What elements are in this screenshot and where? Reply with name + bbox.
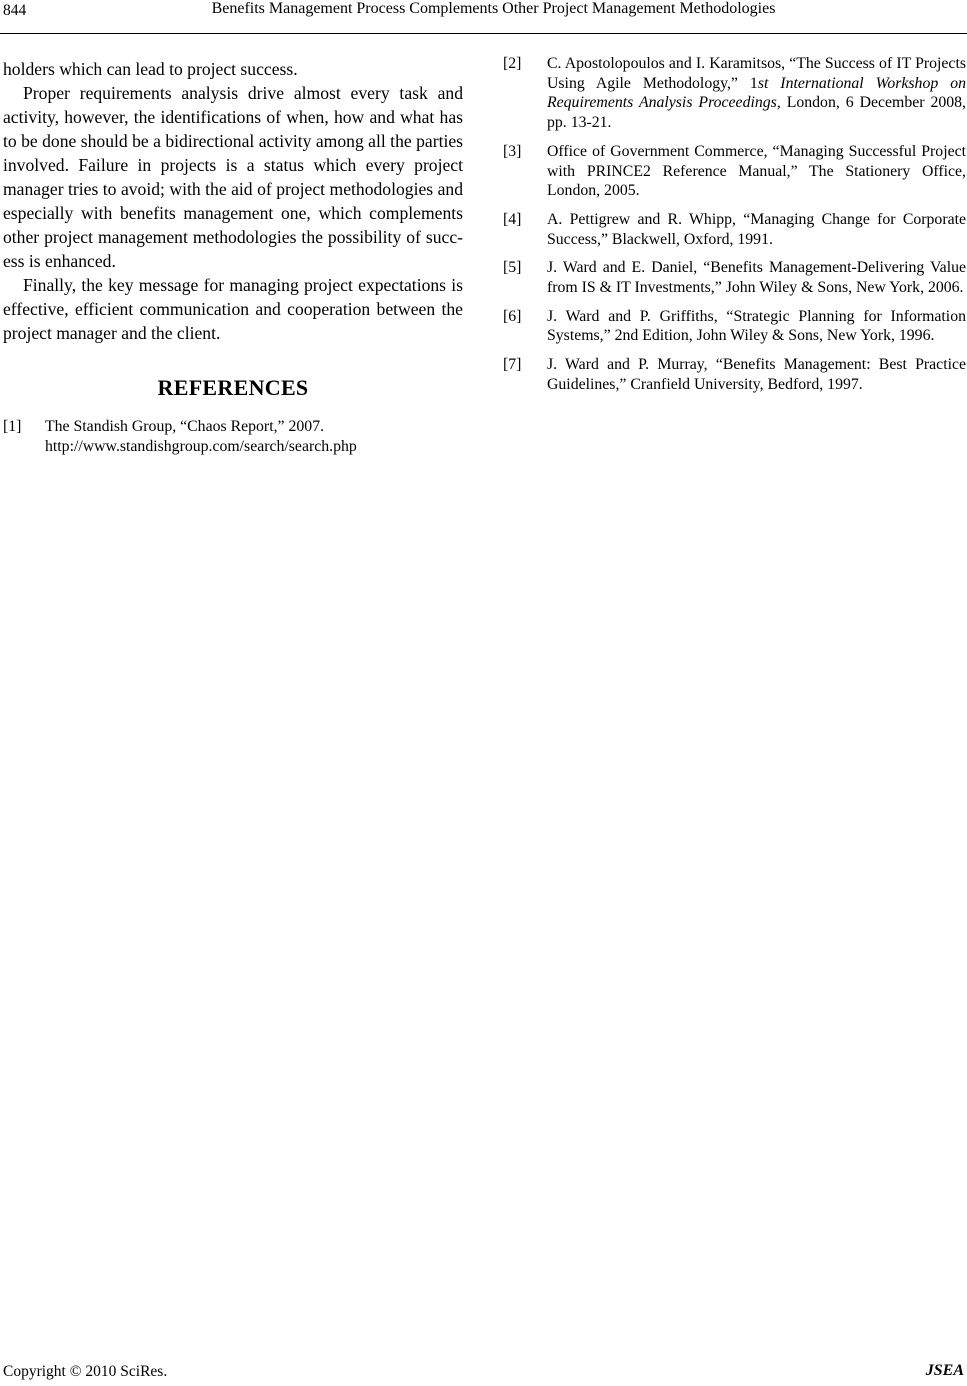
reference-number: [6] <box>503 307 522 325</box>
reference-number: [1] <box>3 418 22 435</box>
reference-4 <box>503 210 966 249</box>
reference-3 <box>503 142 966 201</box>
paragraph-requirements: Proper requirements analysis drive almost every task and activity, however, the identifications of when, how and what has to be done should be a bidirectional activity among all the parties involved. Failure in projects is a status which every project manager tries to avoid; with the aid of project methodologies and especially with benefits management one, which complements other project management methodologies the possibility of success is enhanced. <box>3 83 463 271</box>
running-title: Benefits Management Process Complements Other Project Management Methodologies <box>211 0 776 17</box>
reference-url[interactable]: http://www.standishgroup.com/search/search.php <box>45 437 357 455</box>
page-header <box>0 0 967 34</box>
footer-copyright: Copyright © 2010 SciRes. <box>3 1363 168 1380</box>
reference-text: J. Ward and P. Griffiths, “Strategic Planning for Information Systems,” 2nd Edition, John Wiley & Sons, New York, 1996. <box>547 307 966 345</box>
reference-2 <box>503 54 966 133</box>
reference-number: [4] <box>503 210 522 228</box>
reference-text-end: , London, 6 December 2008, pp. 13-21. <box>547 94 967 132</box>
page-number: 844 <box>3 2 27 19</box>
reference-text <box>45 417 463 456</box>
reference-number: [7] <box>503 356 522 374</box>
footer-journal: JSEA <box>925 1362 964 1379</box>
reference-text: A. Pettigrew and R. Whipp, “Managing Change for Corporate Success,” Blackwell, Oxford, 1991. <box>547 210 966 248</box>
reference-text <box>547 54 966 133</box>
references-heading: REFERENCES <box>157 375 309 400</box>
reference-citation: The Standish Group, “Chaos Report,” 2007. <box>45 418 325 435</box>
reference-number: [3] <box>503 142 522 160</box>
reference-text-start: C. Apostolopoulos and I. Karamitsos, “The Success of IT Projects Using Agile Methodology,” 1 <box>547 55 966 92</box>
reference-text: Office of Government Commerce, “Managing Successful Project with PRINCE2 Reference Manual,” The Stationery Office, London, 2005. <box>547 142 966 200</box>
reference-1 <box>3 417 463 456</box>
reference-number: [5] <box>503 259 522 277</box>
reference-text: J. Ward and E. Daniel, “Benefits Management-Delivering Value from IS & IT Investments,” John Wiley & Sons, New York, 2006. <box>547 259 966 297</box>
left-column <box>3 57 463 456</box>
reference-7 <box>503 355 966 394</box>
right-column <box>503 54 966 404</box>
reference-text: J. Ward and P. Murray, “Benefits Management: Best Practice Guidelines,” Cranfield University, Bedford, 1997. <box>547 356 966 393</box>
reference-proceedings-title: st International Workshop on Requirements Analysis Proceedings <box>547 74 966 112</box>
paragraph-continuation: holders which can lead to project success. <box>3 59 298 79</box>
paragraph-conclusion: Finally, the key message for managing project expectations is effective, efficient communication and cooperation between the project manager and the client. <box>3 275 463 343</box>
reference-number: [2] <box>503 55 522 72</box>
reference-6 <box>503 307 966 346</box>
reference-5 <box>503 258 966 297</box>
